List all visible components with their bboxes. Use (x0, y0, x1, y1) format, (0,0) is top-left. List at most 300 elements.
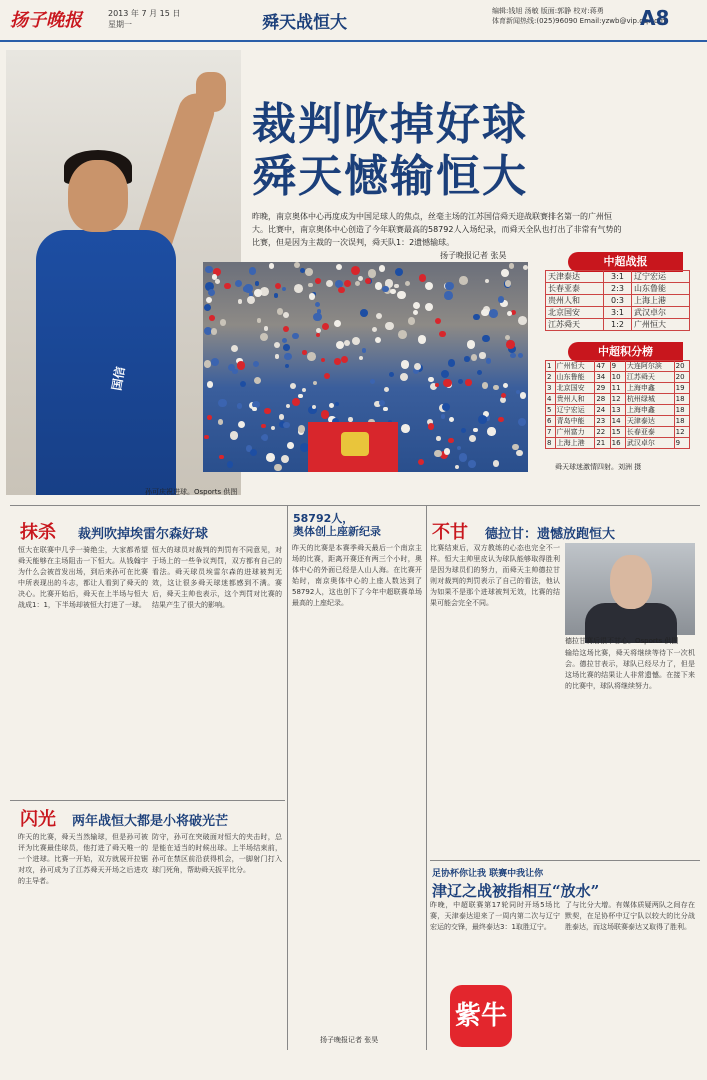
crowd-fan (264, 408, 271, 415)
standings-pts: 23 (595, 416, 610, 427)
crowd-fan (261, 424, 266, 429)
coach-photo-caption: 德拉甘赛后很不甘心。Osports 供图 (565, 637, 679, 645)
crowd-fan (501, 269, 509, 277)
standings-team: 北京国安 (555, 383, 595, 394)
crowd-fan (428, 423, 434, 429)
crowd-fan (322, 323, 329, 330)
standings-row (546, 383, 690, 394)
standings-rank: 12 (610, 394, 625, 405)
player-jersey (36, 230, 176, 495)
crowd-fan (372, 327, 377, 332)
crowd-fan (283, 344, 289, 350)
crowd-fan (442, 403, 450, 411)
standings-pts: 29 (595, 383, 610, 394)
crowd-fan (360, 309, 368, 317)
crowd-fan (243, 286, 248, 291)
section2-body-col1: 昨天的比赛，舜天当然输球，但是孙可被评为比赛最佳球员，他打进了舜天唯一的一个进球。比赛一开始，双方就展开拉锯对攻，孙可成为了江苏舜天开场之后进攻的主导者。 (18, 833, 148, 885)
crowd-fan (509, 263, 514, 268)
weekday-line: 星期一 (108, 20, 132, 29)
standings-pts: 21 (595, 438, 610, 449)
crowd-fan (283, 312, 289, 318)
crowd-fan (485, 279, 489, 283)
crowd-fan (218, 419, 223, 424)
crowd-fan (383, 407, 387, 411)
standings-row (546, 372, 690, 383)
section3-title: 德拉甘：遗憾放跑恒大 (485, 527, 616, 542)
middle-byline: 扬子晚报记者 张昊 (320, 1036, 379, 1044)
crowd-fan (266, 453, 275, 462)
result-home: 江苏舜天 (546, 319, 604, 331)
result-score: 0:3 (603, 295, 631, 307)
crowd-fan (444, 448, 451, 455)
crowd-fan (413, 302, 420, 309)
crowd-fan (294, 284, 303, 293)
crowd-fan (518, 353, 523, 358)
crowd-fan (444, 291, 453, 300)
crowd-fan (397, 291, 405, 299)
crowd-fan (207, 381, 213, 387)
section4-title: 津辽之战被指相互“放水” (432, 882, 600, 900)
section3-kicker: 不甘 (432, 522, 468, 543)
result-home: 长春亚泰 (546, 283, 604, 295)
section1-body-col2: 恒大的球员对裁判的判罚有不同意见，对于场上的一些争议判罚，双方都有自己的看法。舜天球员埃雷尔森的进球被判无效，这让很多舜天球迷都感到不满。赛后，舜天主帅也表示，这个判罚对比赛的结果产生了很大的影响。 (152, 546, 282, 609)
standings-row (546, 361, 690, 372)
crowd-fan (352, 337, 360, 345)
crowd-fan (375, 282, 383, 290)
newspaper-logo: 扬子晚报 (10, 10, 82, 31)
standings-title: 中超积分榜 (568, 342, 683, 362)
crowd-fan (237, 403, 243, 409)
crowd-fan (204, 435, 209, 440)
result-score: 1:2 (603, 319, 631, 331)
crowd-fan (418, 459, 424, 465)
crowd-fan (275, 354, 280, 359)
standings-team: 贵州人和 (555, 394, 595, 405)
crowd-fan (275, 283, 282, 290)
standings-pts: 12 (674, 427, 689, 438)
section-title: 舜天战恒大 (262, 13, 347, 33)
crowd-fan (344, 280, 351, 287)
crowd-fan (443, 379, 451, 387)
crowd-fan (271, 426, 275, 430)
crowd-fan (334, 358, 340, 364)
standings-rank: 14 (610, 416, 625, 427)
crowd-fan (282, 287, 286, 291)
crowd-fan (428, 377, 434, 383)
coach-face (610, 555, 652, 609)
coach-photo (565, 543, 695, 635)
standings-team: 杭州绿城 (625, 394, 674, 405)
crowd-fan (435, 318, 441, 324)
crowd-fan (302, 388, 306, 392)
crowd-fan (370, 379, 375, 384)
standings-pts: 18 (674, 405, 689, 416)
page-number: A8 (640, 6, 670, 30)
crowd-fan (316, 328, 321, 333)
crowd-fan (510, 353, 515, 358)
crowd-fan (338, 287, 345, 294)
result-score: 3:1 (603, 307, 631, 319)
crowd-fan (501, 393, 506, 398)
crowd-fan (326, 280, 333, 287)
result-row (546, 295, 690, 307)
lead-paragraph: 昨晚，南京奥体中心再度成为中国足球人的焦点，丝毫主场的江苏国信舜天迎战联赛排名第一的广州恒大。比赛中，南京奥体中心创造了今年联赛最高的58792人入场纪录，而舜天全队也打出了非常有气势的比赛，但是因为主裁的一次误判，舜天队1：2遗憾输球。 (252, 212, 622, 247)
crowd-fan (445, 282, 454, 291)
standings-rank: 10 (610, 372, 625, 383)
crowd-fan (400, 373, 408, 381)
middle-headline-line2: 奥体创上座新纪录 (293, 525, 381, 538)
crowd-fan (401, 360, 410, 369)
player-photo-caption: 孙可庆祝进球。Osports 供图 (145, 488, 238, 496)
crowd-fan (468, 460, 476, 468)
editor-line: 编辑:钱旭 汤敏 版面:郭静 校对:蒋勇 (492, 7, 604, 15)
crowd-fan (362, 348, 367, 353)
crowd-fan (231, 345, 238, 352)
lead-byline: 扬子晚报记者 张昊 (440, 251, 507, 260)
standings-pts: 20 (674, 361, 689, 372)
crowd-fan (298, 394, 303, 399)
crowd-fan (507, 311, 512, 316)
crowd-fan (355, 281, 360, 286)
crowd-fan (294, 262, 300, 268)
crowd-fan (324, 373, 330, 379)
crowd-fan (481, 309, 488, 316)
crowd-fan (368, 269, 377, 278)
standings-team: 武汉卓尔 (625, 438, 674, 449)
crowd-fan (394, 284, 399, 289)
crowd-fan (511, 310, 516, 315)
crowd-fan (518, 418, 526, 426)
result-away: 辽宁宏运 (632, 271, 690, 283)
crowd-fan (285, 364, 289, 368)
standings-pts: 22 (595, 427, 610, 438)
crowd-fan (448, 438, 453, 443)
standings-team: 山东鲁能 (555, 372, 595, 383)
crowd-fan (262, 434, 269, 441)
crowd-fan (344, 340, 350, 346)
hotline-line: 体育新闻热线:(025)96090 Email:yzwb@vip.qq.com (492, 17, 666, 25)
crowd-fan (247, 296, 255, 304)
crowd-fan (250, 449, 257, 456)
crowd-fan (449, 417, 454, 422)
crowd-fan (321, 358, 325, 362)
standings-rank: 3 (546, 383, 556, 394)
crowd-fan (238, 421, 246, 429)
crowd-fan (401, 424, 410, 433)
crowd-fan (329, 403, 334, 408)
crowd-fan (274, 342, 280, 348)
crowd-fan (382, 286, 388, 292)
results-title: 中超战报 (568, 252, 683, 272)
standings-rank: 13 (610, 405, 625, 416)
standings-pts: 18 (674, 416, 689, 427)
crowd-fan (206, 297, 212, 303)
crowd-fan (253, 361, 259, 367)
crowd-fan (413, 310, 418, 315)
standings-rank: 9 (610, 361, 625, 372)
crowd-fan (487, 427, 495, 435)
crowd-fan (316, 333, 320, 337)
results-table (545, 270, 690, 331)
crowd-fan (254, 289, 262, 297)
crowd-fan (441, 414, 445, 418)
standings-row (546, 427, 690, 438)
crowd-fan (493, 385, 499, 391)
standings-rank: 15 (610, 427, 625, 438)
crowd-fan (341, 356, 348, 363)
crowd-fan (240, 381, 246, 387)
crowd-fan (405, 281, 411, 287)
crowd-fan (227, 461, 233, 467)
crowd-fan (441, 370, 449, 378)
section2-kicker: 闪光 (20, 809, 56, 830)
standings-rank: 8 (546, 438, 556, 449)
crowd-fan (309, 293, 316, 300)
crowd-fan (205, 266, 212, 273)
pointing-hand (196, 72, 226, 112)
crowd-fan (498, 417, 504, 423)
crowd-fan (467, 340, 475, 348)
crowd-fan (281, 455, 289, 463)
crowd-fan (307, 352, 316, 361)
standings-pts: 18 (674, 394, 689, 405)
section3-body-col1: 比赛结束后，双方教练的心态也完全不一样。恒大主帅里皮认为球队能够取得胜利是因为球员们的努力，而舜天主帅德拉甘则对裁判的判罚表示了自己的看法，他认为如果不是那个进球被判无效，比赛的结果可能会完全不同。 (430, 544, 560, 607)
crowd-fan (283, 422, 289, 428)
crowd-fan (498, 296, 504, 302)
crowd-fan (298, 425, 305, 432)
crowd-fan (379, 400, 385, 406)
standings-rank: 2 (546, 372, 556, 383)
result-score: 2:3 (603, 283, 631, 295)
crowd-fan (224, 283, 230, 289)
crowd-fan (211, 358, 219, 366)
crowd-fan (464, 356, 470, 362)
crowd-fan (493, 460, 500, 467)
crowd-fan (264, 326, 269, 331)
crowd-fan (436, 436, 441, 441)
standings-team: 大连阿尔滨 (625, 361, 674, 372)
crowd-fan (207, 415, 212, 420)
crowd-fan (282, 338, 287, 343)
standings-row (546, 416, 690, 427)
crowd-fan (477, 370, 482, 375)
standings-pts: 34 (595, 372, 610, 383)
section2-body-col2: 防守，孙可在突破面对恒大的夹击时，总是能在适当的时候出球。上半场结束前，孙可在禁区前沿获得机会，一脚射门打入球门死角，帮助舜天扳平比分。 (152, 833, 282, 874)
crowd-fan (204, 304, 211, 311)
standings-rank: 5 (546, 405, 556, 416)
crowd-fan (395, 268, 403, 276)
crowd-fan (219, 455, 224, 460)
standings-rank: 6 (546, 416, 556, 427)
crowd-fan (269, 263, 274, 268)
crowd-fan (220, 319, 226, 325)
crowd-fan (523, 265, 528, 270)
standings-rank: 11 (610, 383, 625, 394)
crowd-fan (237, 361, 246, 370)
crowd-fan (292, 333, 299, 340)
result-row (546, 271, 690, 283)
standings-team: 长春亚泰 (625, 427, 674, 438)
section4-body-col1: 昨晚，中超联赛第17轮同时开场5场比赛，天津泰达迎来了一周内第二次与辽宁宏运的交锋，最终泰达3：1取胜辽宁。 (430, 901, 560, 931)
crowd-fan (457, 446, 462, 451)
crowd-fan (516, 450, 522, 456)
crowd-fan (425, 282, 433, 290)
crowd-fan (425, 303, 433, 311)
jersey-sponsor: 国信 (109, 365, 128, 392)
standings-team: 青岛中能 (555, 416, 595, 427)
crowd-fan (478, 415, 487, 424)
crowd-fan (208, 289, 216, 297)
crowd-fan (257, 318, 262, 323)
section4-kicker: 足协杯你让我 联赛中我让你 (432, 869, 544, 879)
crowd-fan (283, 326, 289, 332)
standings-team: 上海申鑫 (625, 383, 674, 394)
crowd-fan (419, 274, 427, 282)
result-away: 广州恒大 (632, 319, 690, 331)
crowd-fan (389, 372, 394, 377)
section1-kicker: 抹杀 (20, 522, 56, 543)
result-row (546, 283, 690, 295)
crowd-fan (312, 405, 316, 409)
standings-rank: 4 (546, 394, 556, 405)
crowd-fan (359, 356, 363, 360)
standings-pts: 20 (674, 372, 689, 383)
stadium-photo (203, 262, 528, 472)
section1-title: 裁判吹掉埃雷尔森好球 (78, 527, 209, 542)
crowd-fan (351, 266, 360, 275)
crowd-fan (313, 381, 317, 385)
standings-row (546, 438, 690, 449)
middle-body: 昨天的比赛是本赛季舜天最后一个南京主场的比赛，距离开赛还有两三个小时，奥体中心的外面已经是人山人海。在比赛开始时，南京奥体中心的上座人数达到了58792人，这也创下了今年中超联赛单场最高的上座纪录。 (292, 544, 422, 607)
result-row (546, 307, 690, 319)
crowd-fan (473, 314, 480, 321)
main-headline-line1: 裁判吹掉好球 (252, 99, 528, 150)
crowd-fan (489, 309, 498, 318)
crowd-fan (336, 341, 344, 349)
crowd-fan (518, 316, 527, 325)
crowd-fan (434, 450, 441, 457)
date-line: 2013 年 7 月 15 日 (108, 9, 181, 18)
crowd-fan (287, 442, 294, 449)
middle-headline-line1: 58792人， (293, 512, 354, 525)
standings-pts: 24 (595, 405, 610, 416)
crowd-fan (469, 435, 476, 442)
standings-pts: 28 (595, 394, 610, 405)
crowd-fan (308, 283, 313, 288)
crowd-fan (305, 268, 313, 276)
crowd-fan (479, 352, 485, 358)
crowd-fan (315, 302, 320, 307)
flag-crest-icon (341, 432, 369, 456)
crowd-fan (390, 289, 395, 294)
crowd-fan (435, 383, 440, 388)
crowd-fan (277, 308, 283, 314)
crowd-fan (486, 358, 491, 363)
crowd-fan (279, 414, 284, 419)
crowd-fan (408, 317, 416, 325)
crowd-fan (379, 265, 385, 271)
crowd-fan (358, 276, 363, 281)
crowd-fan (455, 465, 459, 469)
crowd-fan (439, 331, 445, 337)
crowd-fan (418, 335, 426, 343)
result-home: 北京国安 (546, 307, 604, 319)
crowd-fan (292, 398, 300, 406)
crowd-fan (471, 354, 477, 360)
standings-row (546, 394, 690, 405)
crowd-fan (230, 431, 239, 440)
crowd-fan (286, 404, 291, 409)
main-headline-line2: 舜天憾输恒大 (252, 151, 528, 202)
crowd-fan (215, 279, 220, 284)
standings-team: 广州富力 (555, 427, 595, 438)
section3-body-col2: 输给这场比赛，舜天将继续等待下一次机会。德拉甘表示，球队已经尽力了，但是这场比赛的结果让人非常遗憾。在接下来的比赛中，球队将继续努力。 (565, 649, 695, 690)
crowd-fan (398, 330, 407, 339)
crowd-fan (315, 278, 321, 284)
crowd-fan (274, 293, 278, 297)
crowd-fan (252, 407, 256, 411)
crowd-fan (335, 402, 339, 406)
crowd-fan (375, 337, 381, 343)
standings-team: 上海上港 (555, 438, 595, 449)
standings-pts: 47 (595, 361, 610, 372)
crowd-fan (317, 309, 321, 313)
crowd-fan (313, 313, 321, 321)
standings-pts: 9 (674, 438, 689, 449)
result-away: 上海上港 (632, 295, 690, 307)
crowd-fan (459, 453, 468, 462)
crowd-fan (482, 382, 488, 388)
stadium-photo-caption: 舜天球迷激情四射。刘洲 摄 (555, 463, 642, 471)
crowd-fan (211, 328, 218, 335)
crowd-fan (512, 444, 518, 450)
standings-table (545, 360, 690, 449)
zi-niu-logo: 紫牛 (450, 985, 512, 1047)
crowd-fan (334, 320, 341, 327)
result-home: 天津泰达 (546, 271, 604, 283)
crowd-fan (218, 399, 226, 407)
crowd-fan (336, 264, 342, 270)
crowd-fan (503, 383, 508, 388)
standings-rank: 7 (546, 427, 556, 438)
crowd-fan (385, 322, 393, 330)
crowd-fan (274, 464, 281, 471)
standings-row (546, 405, 690, 416)
section4-body-col2: 了与比分大增。有媒体质疑两队之间存在默契，在足协杯中辽宁队以较大的比分战胜泰达，而这场联赛泰达又取得了胜利。 (565, 901, 695, 931)
crowd-fan (384, 387, 389, 392)
crowd-fan (260, 333, 268, 341)
crowd-fan (520, 392, 527, 399)
crowd-fan (473, 428, 478, 433)
crowd-fan (235, 280, 242, 287)
crowd-fan (459, 276, 468, 285)
crowd-fan (448, 359, 455, 366)
standings-pts: 19 (674, 383, 689, 394)
result-score: 3:1 (603, 271, 631, 283)
result-away: 山东鲁能 (632, 283, 690, 295)
crowd-fan (290, 383, 296, 389)
issue-date (108, 8, 180, 30)
crowd-fan (458, 379, 463, 384)
crowd-fan (465, 379, 471, 385)
crowd-fan (482, 335, 490, 343)
standings-team: 江苏舜天 (625, 372, 674, 383)
standings-team: 辽宁宏运 (555, 405, 595, 416)
section1-body-col1: 恒大在联赛中几乎一骑绝尘，大家都希望舜天能够在主场阻击一下恒大。从钱翰宇为什么会被首发出场，到后来孙可在比赛中所表现出的斗志，都让人看到了舜天的决心。比赛开始后，舜天在上半场与恒大战成1：1，下半场却被恒大打进了一球。 (18, 546, 148, 609)
page-header (0, 0, 707, 42)
result-row (546, 319, 690, 331)
standings-team: 广州恒大 (555, 361, 595, 372)
